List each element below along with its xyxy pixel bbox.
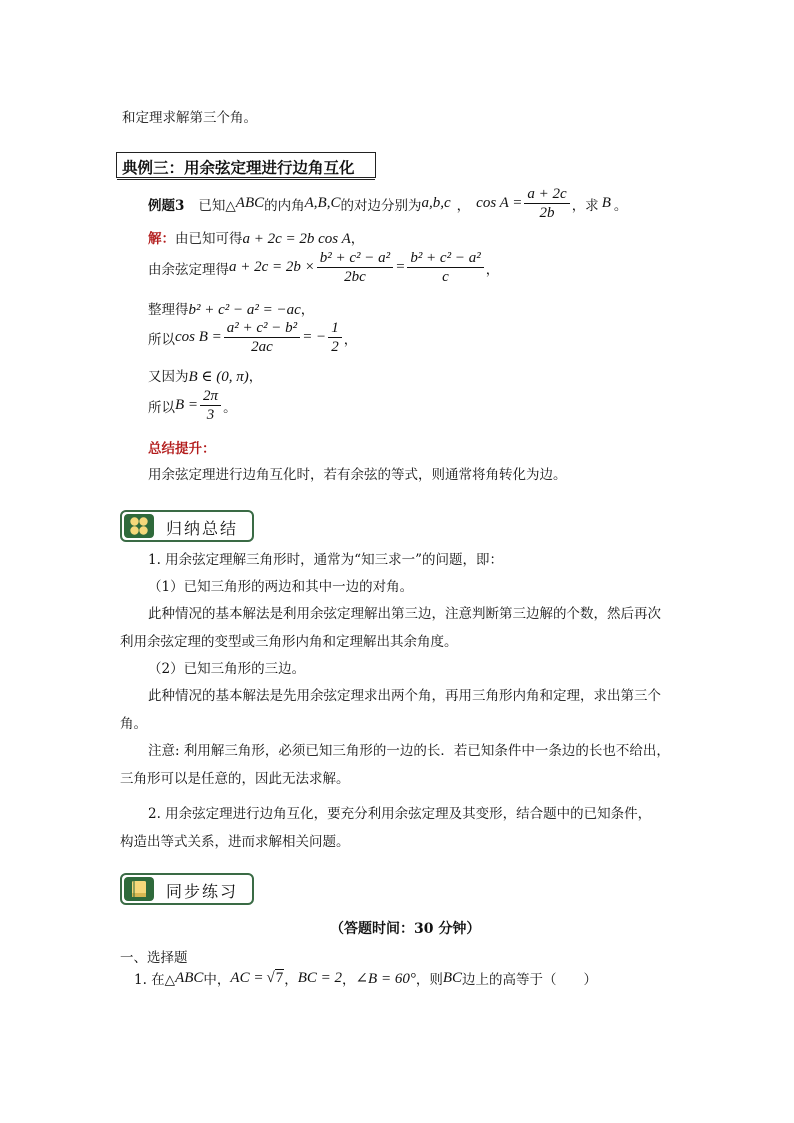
example-text: 的内角 — [264, 197, 305, 214]
guina-p3b: 利用余弦定理的变型或三角形内角和定理解出其余角度。 — [120, 634, 458, 650]
solution-line-2: 由余弦定理得 a + 2c = 2b × $\frac{\text{b² + c² − a²}}{2bc}$ = $\frac{\text{b² + c² − a²}}{c}$ ， — [148, 250, 500, 285]
guina-p7a: 2. 用余弦定理进行边角互化，要充分利用余弦定理及其变形，结合题中的已知条件， — [148, 806, 652, 822]
practice-time: （答题时间：30 分钟） — [330, 921, 481, 937]
guina-p1: 1. 用余弦定理解三角形时，通常为“知三求一”的问题，即： — [148, 552, 503, 568]
example-text: 的对边分别为 — [340, 197, 422, 214]
summary-badge-title: 归纳总结 — [166, 519, 239, 538]
four-petal-icon — [124, 514, 154, 538]
solution-line-3: 整理得b² + c² − a² = −ac， — [148, 302, 315, 318]
practice-badge-title: 同步练习 — [166, 882, 239, 901]
guina-p5b: 角。 — [120, 716, 147, 732]
cos-prefix: cos A = — [476, 195, 523, 211]
summary-badge — [120, 510, 254, 542]
example-line: 例题3 已知△ ABC 的内角 A,B,C 的对边分别为 a,b,c ， cos A = $\frac{a + 2c}{2b}$ ，求 B 。 — [148, 186, 628, 221]
solution-line-5: 又因为B ∈ (0, π)， — [148, 369, 263, 385]
guina-p6a: 注意: 利用解三角形，必须已知三角形的一边的长．若已知条件中一条边的长也不给出， — [148, 743, 670, 759]
section-header — [116, 152, 376, 178]
example-text: 已知△ — [198, 197, 236, 214]
guina-p7b: 构造出等式关系，进而求解相关问题。 — [120, 834, 350, 850]
solution-label: 解： — [148, 231, 175, 247]
solution-line-4: 所以 cos B = $\frac{\text{a² + c² − b²}}{2ac}$ = − $\frac{1}{2}$ ， — [148, 320, 358, 355]
solution-line-6: 所以 B = $\frac{2\pi}{3}$ 。 — [148, 388, 237, 423]
example-triangle: ABC — [235, 195, 265, 211]
question-1: 1. 在△ ABC 中， AC = √ 7 ， BC = 2 ， ∠B = 60° ，则 BC 边上的高等于（ ） — [134, 969, 598, 988]
example-angles: A,B,C — [304, 195, 341, 211]
solution-line-1: 解：由已知可得a + 2c = 2b cos A， — [148, 231, 365, 247]
summary-text: 用余弦定理进行边角互化时，若有余弦的等式，则通常将角转化为边。 — [148, 467, 567, 483]
guina-p3a: 此种情况的基本解法是利用余弦定理解出第三边，注意判断第三边解的个数，然后再次 — [148, 606, 661, 622]
section-title: 典例三：用余弦定理进行边角互化 — [122, 158, 355, 177]
guina-p2: （1）已知三角形的两边和其中一边的对角。 — [148, 579, 414, 595]
example-sides: a,b,c — [421, 195, 451, 211]
example-text: ，求 — [571, 197, 599, 214]
example-target: B — [601, 195, 611, 211]
guina-p4: （2）已知三角形的三边。 — [148, 661, 306, 677]
summary-label: 总结提升： — [148, 441, 216, 457]
practice-section: 一、选择题 — [120, 950, 188, 966]
practice-badge — [120, 873, 254, 905]
example-label: 例题3 — [148, 197, 185, 214]
intro-line: 和定理求解第三个角。 — [122, 110, 257, 126]
cos-fraction: $\frac{a + 2c}{2b}$ — [524, 186, 569, 221]
guina-p6b: 三角形可以是任意的，因此无法求解。 — [120, 771, 350, 787]
guina-p5a: 此种情况的基本解法是先用余弦定理求出两个角，再用三角形内角和定理，求出第三个 — [148, 688, 661, 704]
book-icon — [124, 877, 154, 901]
